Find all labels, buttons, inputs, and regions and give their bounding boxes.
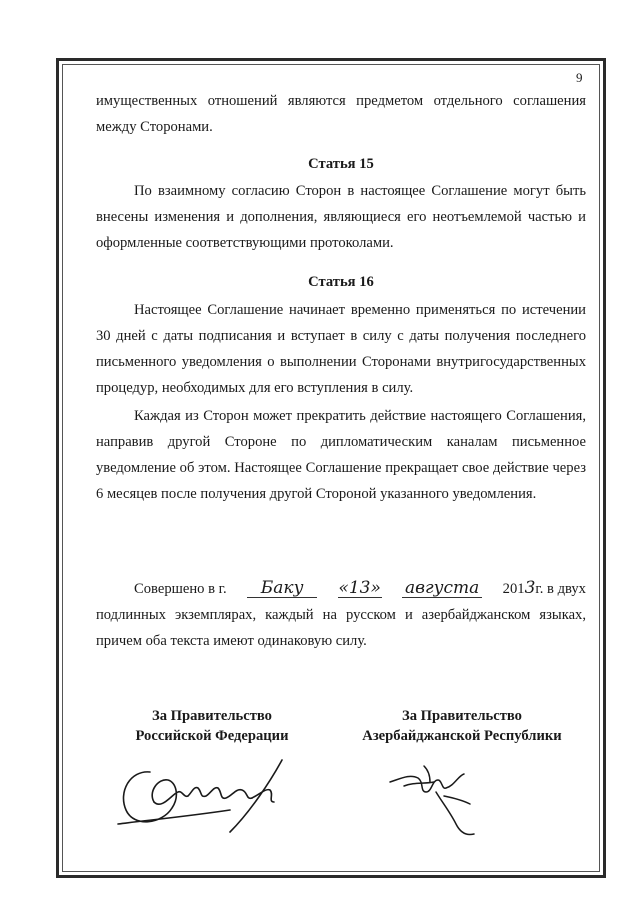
continuation-line-1: имущественных отношений являются предметом отдельного соглашения (96, 93, 586, 109)
article-15-body (96, 178, 586, 256)
signature-left-line-1: За Правительство (152, 708, 272, 724)
completion-line-3: причем оба текста имеют одинаковую силу. (96, 633, 367, 649)
signature-russia-handwritten (110, 752, 310, 842)
article-15-paragraph: По взаимному согласию Сторон в настоящее Соглашение могут быть внесены изменения и дополнения, являющиеся его неотъемлемой частью и оформленные соответствующими протоколами. (96, 183, 586, 251)
article-16-heading: Статья 16 (308, 274, 374, 290)
completion-block (96, 576, 586, 654)
handwritten-day: «13» (338, 578, 381, 598)
article-16-paragraph-1: Настоящее Соглашение начинает временно применяться по истечении 30 дней с даты подписания и вступает в силу с даты получения последнего письменного уведомления о выполнении Сторонами внутригосударственных процедур, необходимых для его вступления в силу. (96, 302, 586, 396)
signature-azerbaijan-handwritten (384, 752, 494, 842)
article-16-body (96, 297, 586, 507)
completion-prefix: Совершено в г. (134, 581, 227, 597)
signature-right-line-1: За Правительство (402, 708, 522, 724)
continuation-text (96, 88, 586, 140)
handwritten-city: Баку (247, 579, 317, 598)
handwritten-year-digit: 3 (524, 578, 536, 598)
article-16-paragraph-2: Каждая из Сторон может прекратить действие настоящего Соглашения, направив другой Стороне по дипломатическим каналам письменное уведомление об этом. Настоящее Соглашение прекращает свое действие через 6 месяцев после получения другой Стороной указанного уведомления. (96, 408, 586, 502)
year-suffix: г. в двух (535, 581, 586, 597)
signature-right-line-2: Азербайджанской Республики (362, 728, 562, 744)
article-15-heading: Статья 15 (308, 156, 374, 172)
page-number: 9 (576, 70, 583, 85)
signature-caption-russia (92, 706, 332, 746)
signature-caption-azerbaijan (342, 706, 582, 746)
completion-line-1 (96, 576, 586, 602)
completion-year (503, 576, 586, 602)
handwritten-month: августа (402, 579, 482, 598)
signature-left-line-2: Российской Федерации (135, 728, 289, 744)
completion-line-2: подлинных экземплярах, каждый на русском и азербайджанском языках, (96, 607, 586, 623)
continuation-line-2: между Сторонами. (96, 119, 213, 135)
year-prefix: 201 (502, 581, 525, 597)
